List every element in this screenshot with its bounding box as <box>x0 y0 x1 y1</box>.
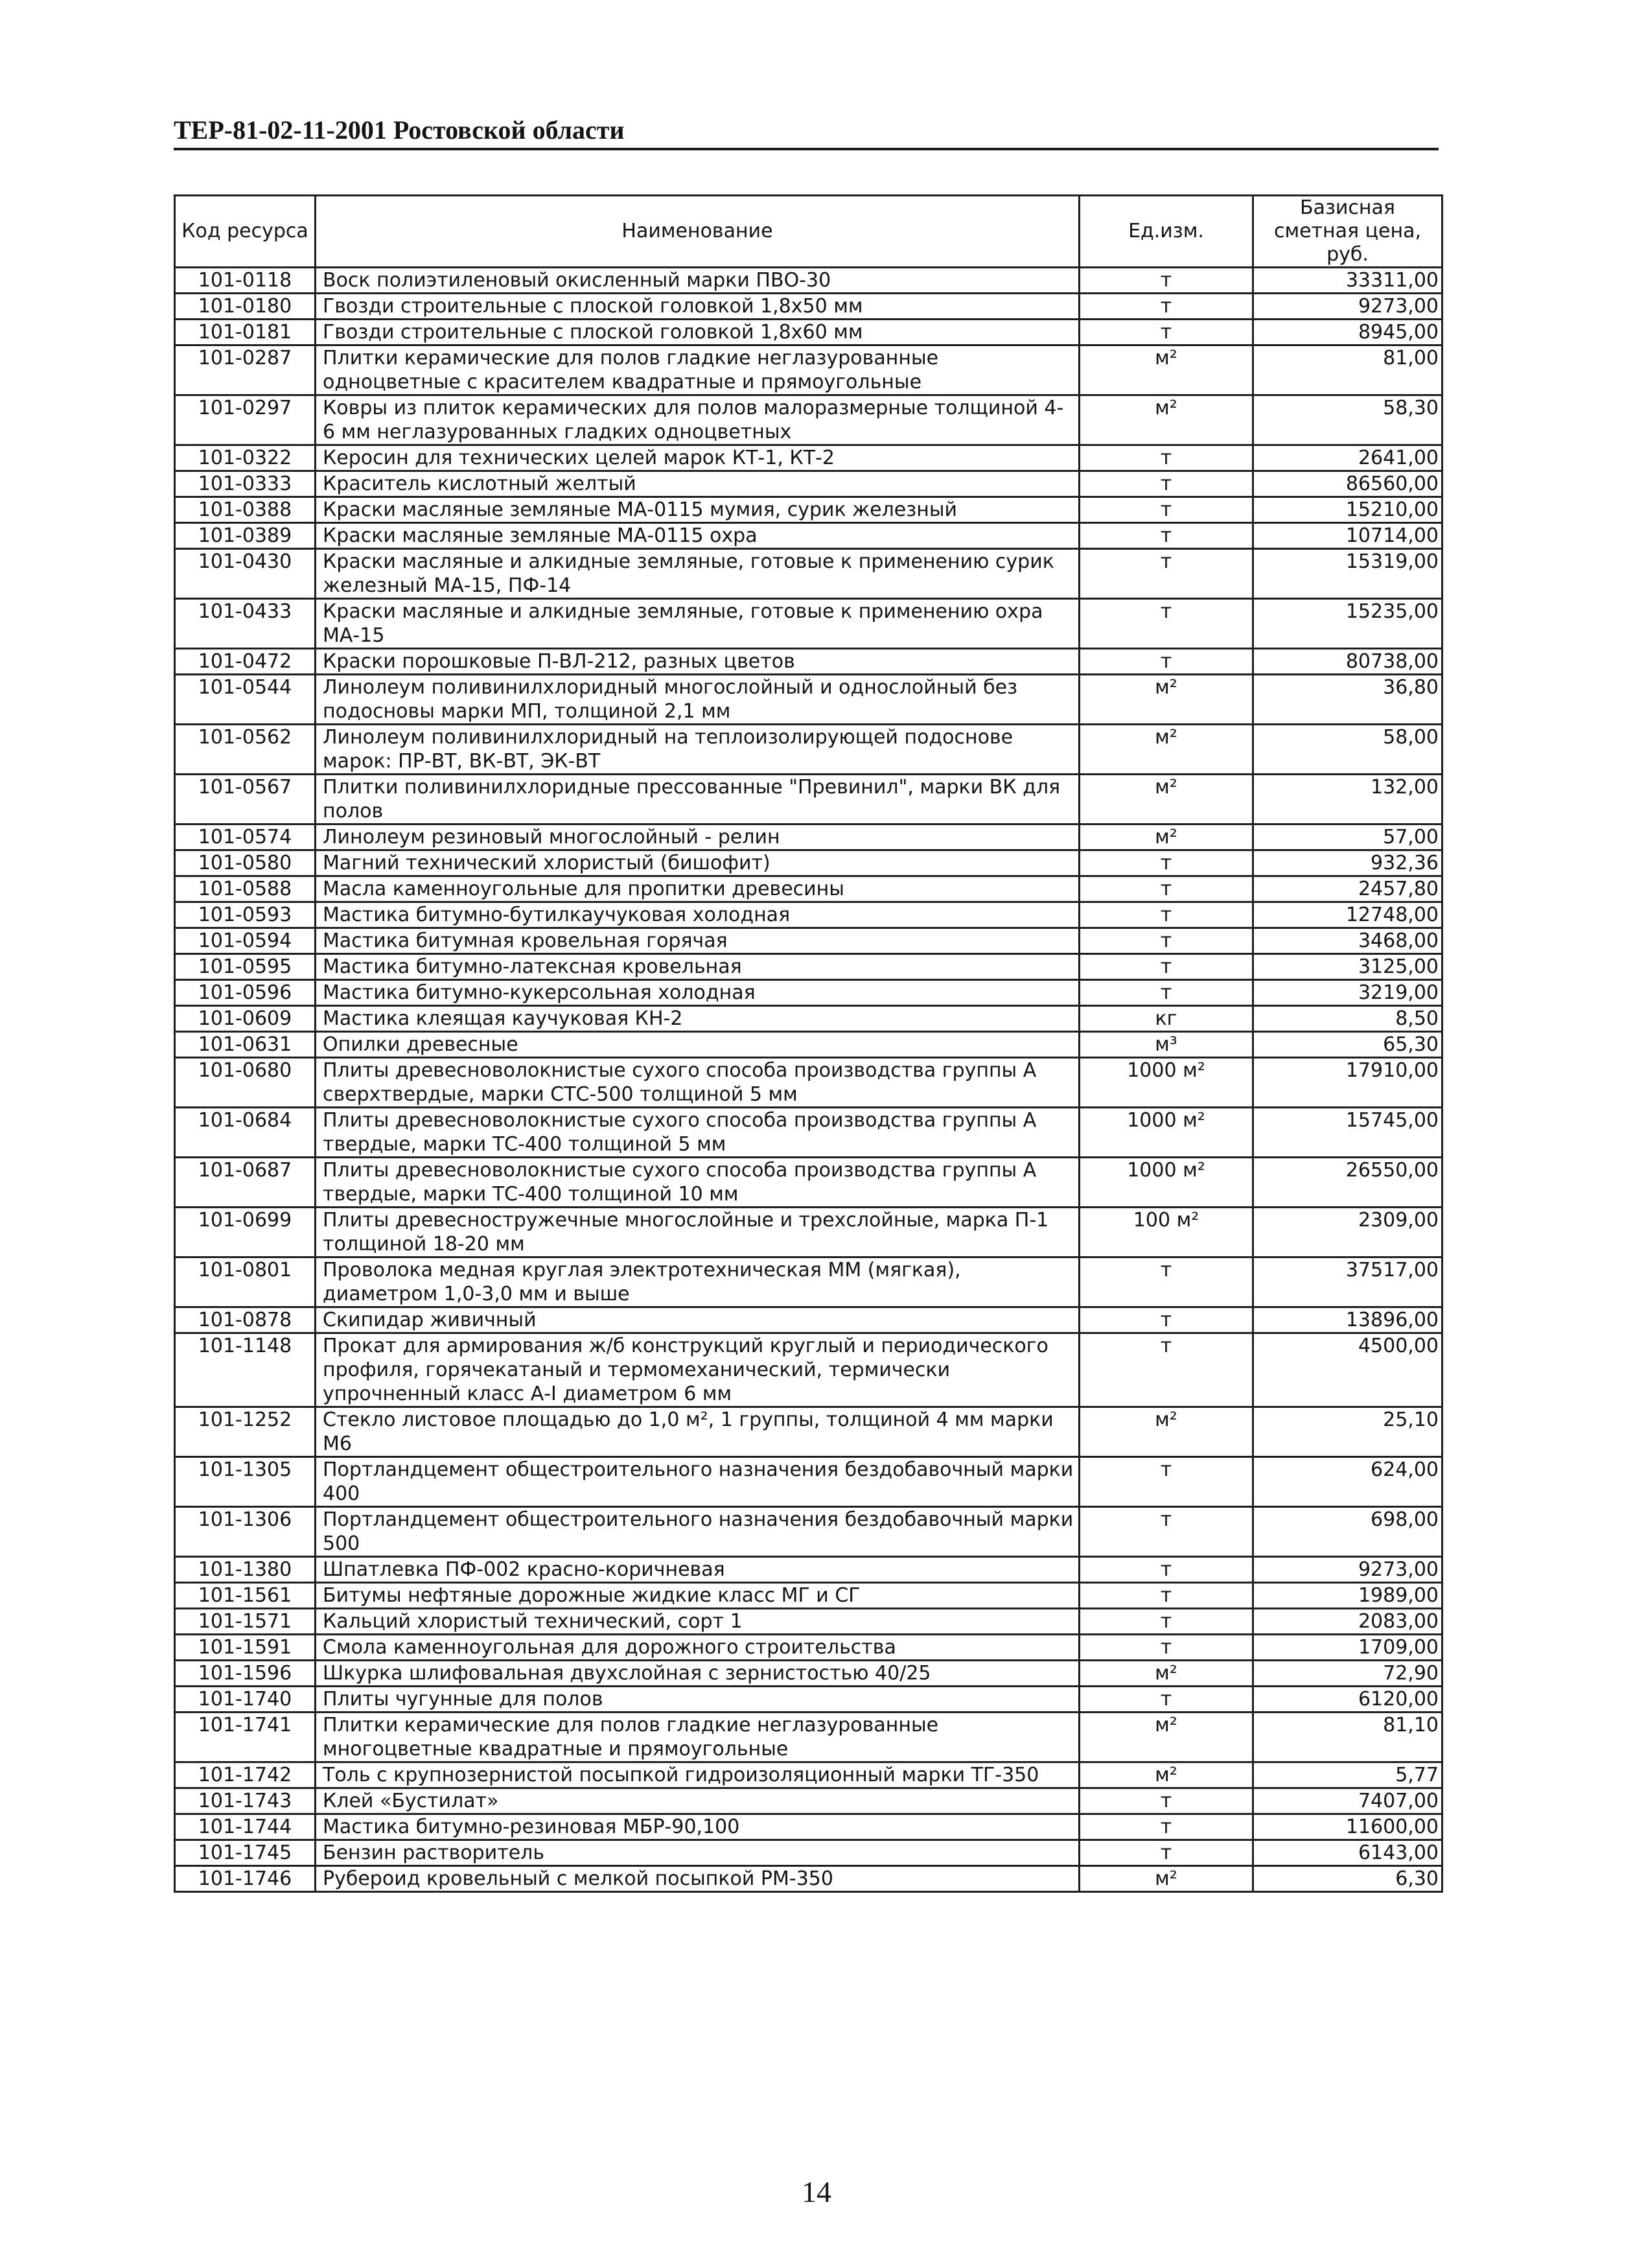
base-price: 1989,00 <box>1253 1583 1442 1609</box>
resource-name: Масла каменноугольные для пропитки древесины <box>316 876 1080 902</box>
base-price: 6,30 <box>1253 1866 1442 1892</box>
table-row <box>175 980 1442 1006</box>
unit-of-measure: т <box>1080 1840 1253 1866</box>
page-number: 14 <box>802 2175 831 2208</box>
resource-name: Воск полиэтиленовый окисленный марки ПВО-30 <box>316 268 1080 294</box>
base-price: 2641,00 <box>1253 445 1442 471</box>
resource-code: 101-1741 <box>175 1713 316 1762</box>
table-row <box>175 445 1442 471</box>
base-price: 12748,00 <box>1253 902 1442 928</box>
resource-name: Бензин растворитель <box>316 1840 1080 1866</box>
base-price: 624,00 <box>1253 1457 1442 1507</box>
resource-name: Линолеум поливинилхлоридный многослойный и однослойный без подосновы марки МП, толщиной 2,1 мм <box>316 675 1080 725</box>
resource-code: 101-0562 <box>175 725 316 775</box>
base-price: 37517,00 <box>1253 1257 1442 1307</box>
unit-of-measure: т <box>1080 1635 1253 1661</box>
resource-code: 101-0595 <box>175 954 316 980</box>
table-row <box>175 1687 1442 1713</box>
base-price: 65,30 <box>1253 1032 1442 1058</box>
unit-of-measure: т <box>1080 1609 1253 1635</box>
resource-code: 101-0389 <box>175 523 316 549</box>
unit-of-measure: т <box>1080 471 1253 497</box>
table-row <box>175 599 1442 649</box>
base-price: 3219,00 <box>1253 980 1442 1006</box>
resource-code: 101-0472 <box>175 649 316 675</box>
unit-of-measure: т <box>1080 649 1253 675</box>
base-price: 72,90 <box>1253 1661 1442 1687</box>
unit-of-measure: т <box>1080 268 1253 294</box>
resource-code: 101-0596 <box>175 980 316 1006</box>
table-row <box>175 1866 1442 1892</box>
resource-name: Плитки поливинилхлоридные прессованные "Превинил", марки ВК для полов <box>316 775 1080 824</box>
base-price: 57,00 <box>1253 824 1442 850</box>
unit-of-measure: м² <box>1080 725 1253 775</box>
resource-code: 101-0609 <box>175 1006 316 1032</box>
base-price: 33311,00 <box>1253 268 1442 294</box>
unit-of-measure: т <box>1080 902 1253 928</box>
column-header-unit: Ед.изм. <box>1080 196 1253 268</box>
table-row <box>175 876 1442 902</box>
resource-name: Мастика битумно-кукерсольная холодная <box>316 980 1080 1006</box>
unit-of-measure: т <box>1080 523 1253 549</box>
column-header-price: Базисная сметная цена, руб. <box>1253 196 1442 268</box>
base-price: 132,00 <box>1253 775 1442 824</box>
unit-of-measure: т <box>1080 294 1253 320</box>
resource-code: 101-1743 <box>175 1788 316 1814</box>
base-price: 26550,00 <box>1253 1158 1442 1208</box>
unit-of-measure: т <box>1080 928 1253 954</box>
resource-code: 101-1305 <box>175 1457 316 1507</box>
resource-name: Гвозди строительные с плоской головкой 1,8х50 мм <box>316 294 1080 320</box>
table-row <box>175 1208 1442 1257</box>
resource-name: Скипидар живичный <box>316 1307 1080 1333</box>
base-price: 81,00 <box>1253 345 1442 395</box>
unit-of-measure: т <box>1080 1457 1253 1507</box>
resource-code: 101-1306 <box>175 1507 316 1557</box>
resource-name: Мастика битумно-латексная кровельная <box>316 954 1080 980</box>
resource-name: Краски масляные и алкидные земляные, готовые к применению охра МА-15 <box>316 599 1080 649</box>
base-price: 25,10 <box>1253 1407 1442 1457</box>
resource-name: Плитки керамические для полов гладкие неглазурованные многоцветные квадратные и прямоугольные <box>316 1713 1080 1762</box>
resource-code: 101-0430 <box>175 549 316 599</box>
base-price: 6120,00 <box>1253 1687 1442 1713</box>
base-price: 36,80 <box>1253 675 1442 725</box>
table-row <box>175 1814 1442 1840</box>
table-row <box>175 954 1442 980</box>
base-price: 15235,00 <box>1253 599 1442 649</box>
resource-code: 101-0433 <box>175 599 316 649</box>
table-row <box>175 1058 1442 1108</box>
resource-name: Мастика клеящая каучуковая КН-2 <box>316 1006 1080 1032</box>
resource-code: 101-0687 <box>175 1158 316 1208</box>
resource-name: Шкурка шлифовальная двухслойная с зернистостью 40/25 <box>316 1661 1080 1687</box>
unit-of-measure: м² <box>1080 1713 1253 1762</box>
table-row <box>175 928 1442 954</box>
resource-name: Краситель кислотный желтый <box>316 471 1080 497</box>
table-row <box>175 1713 1442 1762</box>
resource-name: Проволока медная круглая электротехническая ММ (мягкая), диаметром 1,0-3,0 мм и выше <box>316 1257 1080 1307</box>
resource-code: 101-0118 <box>175 268 316 294</box>
resource-name: Гвозди строительные с плоской головкой 1,8х60 мм <box>316 320 1080 345</box>
table-row <box>175 1333 1442 1407</box>
resource-code: 101-0181 <box>175 320 316 345</box>
base-price: 698,00 <box>1253 1507 1442 1557</box>
resource-name: Ковры из плиток керамических для полов малоразмерные толщиной 4-6 мм неглазурованных гладких одноцветных <box>316 395 1080 445</box>
unit-of-measure: т <box>1080 850 1253 876</box>
unit-of-measure: т <box>1080 1814 1253 1840</box>
resource-name: Шпатлевка ПФ-002 красно-коричневая <box>316 1557 1080 1583</box>
resource-code: 101-1742 <box>175 1762 316 1788</box>
unit-of-measure: м² <box>1080 1866 1253 1892</box>
resource-code: 101-1252 <box>175 1407 316 1457</box>
resource-code: 101-1571 <box>175 1609 316 1635</box>
column-header-code: Код ресурса <box>175 196 316 268</box>
table-row <box>175 294 1442 320</box>
table-row <box>175 1661 1442 1687</box>
base-price: 11600,00 <box>1253 1814 1442 1840</box>
resource-code: 101-0684 <box>175 1108 316 1158</box>
unit-of-measure: 1000 м² <box>1080 1058 1253 1108</box>
resource-code: 101-0631 <box>175 1032 316 1058</box>
resource-code: 101-0544 <box>175 675 316 725</box>
unit-of-measure: т <box>1080 1583 1253 1609</box>
unit-of-measure: т <box>1080 497 1253 523</box>
table-row <box>175 1788 1442 1814</box>
resource-name: Краски масляные земляные МА-0115 охра <box>316 523 1080 549</box>
base-price: 8,50 <box>1253 1006 1442 1032</box>
unit-of-measure: т <box>1080 876 1253 902</box>
unit-of-measure: т <box>1080 1257 1253 1307</box>
unit-of-measure: м² <box>1080 775 1253 824</box>
resource-name: Портландцемент общестроительного назначения бездобавочный марки 500 <box>316 1507 1080 1557</box>
unit-of-measure: 1000 м² <box>1080 1108 1253 1158</box>
base-price: 4500,00 <box>1253 1333 1442 1407</box>
resource-code: 101-0580 <box>175 850 316 876</box>
resource-name: Портландцемент общестроительного назначения бездобавочный марки 400 <box>316 1457 1080 1507</box>
unit-of-measure: т <box>1080 1557 1253 1583</box>
resource-code: 101-1561 <box>175 1583 316 1609</box>
table-row <box>175 320 1442 345</box>
resource-code: 101-0388 <box>175 497 316 523</box>
resource-name: Прокат для армирования ж/б конструкций круглый и периодического профиля, горячекатаный и термомеханический, термически упрочненный класс А-I диаметром 6 мм <box>316 1333 1080 1407</box>
base-price: 15745,00 <box>1253 1108 1442 1158</box>
resource-code: 101-0588 <box>175 876 316 902</box>
table-row <box>175 523 1442 549</box>
resource-code: 101-1744 <box>175 1814 316 1840</box>
base-price: 3125,00 <box>1253 954 1442 980</box>
unit-of-measure: м² <box>1080 824 1253 850</box>
resource-name: Керосин для технических целей марок КТ-1, КТ-2 <box>316 445 1080 471</box>
base-price: 10714,00 <box>1253 523 1442 549</box>
unit-of-measure: м² <box>1080 675 1253 725</box>
table-row <box>175 649 1442 675</box>
resource-code: 101-0594 <box>175 928 316 954</box>
base-price: 58,30 <box>1253 395 1442 445</box>
unit-of-measure: т <box>1080 599 1253 649</box>
base-price: 2083,00 <box>1253 1609 1442 1635</box>
base-price: 6143,00 <box>1253 1840 1442 1866</box>
table-row <box>175 1609 1442 1635</box>
table-row <box>175 1457 1442 1507</box>
table-row <box>175 1006 1442 1032</box>
resource-code: 101-1740 <box>175 1687 316 1713</box>
resource-name: Стекло листовое площадью до 1,0 м², 1 группы, толщиной 4 мм марки М6 <box>316 1407 1080 1457</box>
resource-name: Битумы нефтяные дорожные жидкие класс МГ и СГ <box>316 1583 1080 1609</box>
table-row <box>175 1307 1442 1333</box>
unit-of-measure: т <box>1080 1507 1253 1557</box>
unit-of-measure: 1000 м² <box>1080 1158 1253 1208</box>
table-row <box>175 1257 1442 1307</box>
unit-of-measure: т <box>1080 980 1253 1006</box>
unit-of-measure: т <box>1080 1687 1253 1713</box>
unit-of-measure: т <box>1080 320 1253 345</box>
table-row <box>175 1407 1442 1457</box>
resource-code: 101-0878 <box>175 1307 316 1333</box>
table-row <box>175 824 1442 850</box>
resource-code: 101-0574 <box>175 824 316 850</box>
table-row <box>175 497 1442 523</box>
resource-name: Мастика битумно-бутилкаучуковая холодная <box>316 902 1080 928</box>
resource-name: Краски порошковые П-ВЛ-212, разных цветов <box>316 649 1080 675</box>
unit-of-measure: т <box>1080 954 1253 980</box>
base-price: 15210,00 <box>1253 497 1442 523</box>
base-price: 2309,00 <box>1253 1208 1442 1257</box>
unit-of-measure: т <box>1080 445 1253 471</box>
resource-name: Смола каменноугольная для дорожного строительства <box>316 1635 1080 1661</box>
table-row <box>175 1762 1442 1788</box>
table-row <box>175 775 1442 824</box>
table-row <box>175 1507 1442 1557</box>
table-row <box>175 1583 1442 1609</box>
resource-name: Клей «Бустилат» <box>316 1788 1080 1814</box>
resource-name: Плиты древесностружечные многослойные и трехслойные, марка П-1 толщиной 18-20 мм <box>316 1208 1080 1257</box>
resource-code: 101-0593 <box>175 902 316 928</box>
page-header <box>174 115 1439 150</box>
base-price: 9273,00 <box>1253 1557 1442 1583</box>
table-row <box>175 268 1442 294</box>
unit-of-measure: м² <box>1080 395 1253 445</box>
table-row <box>175 902 1442 928</box>
base-price: 5,77 <box>1253 1762 1442 1788</box>
resource-name: Плиты древесноволокнистые сухого способа производства группы А сверхтвердые, марки СТС-500 толщиной 5 мм <box>316 1058 1080 1108</box>
table-row <box>175 1840 1442 1866</box>
resource-code: 101-1591 <box>175 1635 316 1661</box>
base-price: 86560,00 <box>1253 471 1442 497</box>
base-price: 932,36 <box>1253 850 1442 876</box>
base-price: 15319,00 <box>1253 549 1442 599</box>
table-row <box>175 1158 1442 1208</box>
resource-name: Магний технический хлористый (бишофит) <box>316 850 1080 876</box>
base-price: 7407,00 <box>1253 1788 1442 1814</box>
unit-of-measure: т <box>1080 1307 1253 1333</box>
table-row <box>175 471 1442 497</box>
unit-of-measure: м³ <box>1080 1032 1253 1058</box>
resource-code: 101-0180 <box>175 294 316 320</box>
resource-name: Линолеум резиновый многослойный - релин <box>316 824 1080 850</box>
table-row <box>175 850 1442 876</box>
base-price: 80738,00 <box>1253 649 1442 675</box>
resource-code: 101-0333 <box>175 471 316 497</box>
table-row <box>175 1108 1442 1158</box>
resource-code: 101-1746 <box>175 1866 316 1892</box>
resource-code: 101-0801 <box>175 1257 316 1307</box>
unit-of-measure: т <box>1080 549 1253 599</box>
resource-name: Краски масляные земляные МА-0115 мумия, сурик железный <box>316 497 1080 523</box>
table-row <box>175 725 1442 775</box>
resource-name: Плиты чугунные для полов <box>316 1687 1080 1713</box>
unit-of-measure: кг <box>1080 1006 1253 1032</box>
base-price: 13896,00 <box>1253 1307 1442 1333</box>
base-price: 17910,00 <box>1253 1058 1442 1108</box>
table-row <box>175 1557 1442 1583</box>
resource-name: Опилки древесные <box>316 1032 1080 1058</box>
resource-code: 101-1380 <box>175 1557 316 1583</box>
resource-code: 101-1596 <box>175 1661 316 1687</box>
table-row <box>175 1635 1442 1661</box>
resource-name: Плиты древесноволокнистые сухого способа производства группы А твердые, марки ТС-400 толщиной 5 мм <box>316 1108 1080 1158</box>
resource-code: 101-0287 <box>175 345 316 395</box>
resource-code: 101-0297 <box>175 395 316 445</box>
resource-name: Линолеум поливинилхлоридный на теплоизолирующей подоснове марок: ПР-ВТ, ВК-ВТ, ЭК-ВТ <box>316 725 1080 775</box>
base-price: 3468,00 <box>1253 928 1442 954</box>
document-title: ТЕР-81-02-11-2001 Ростовской области <box>174 115 625 145</box>
table-row <box>175 395 1442 445</box>
resource-code: 101-0680 <box>175 1058 316 1108</box>
table-row <box>175 345 1442 395</box>
base-price: 58,00 <box>1253 725 1442 775</box>
resource-name: Толь с крупнозернистой посыпкой гидроизоляционный марки ТГ-350 <box>316 1762 1080 1788</box>
resource-code: 101-0567 <box>175 775 316 824</box>
resource-name: Краски масляные и алкидные земляные, готовые к применению сурик железный МА-15, ПФ-14 <box>316 549 1080 599</box>
base-price: 81,10 <box>1253 1713 1442 1762</box>
unit-of-measure: м² <box>1080 1407 1253 1457</box>
unit-of-measure: т <box>1080 1788 1253 1814</box>
base-price: 2457,80 <box>1253 876 1442 902</box>
table-body <box>175 268 1442 1892</box>
resource-code: 101-1148 <box>175 1333 316 1407</box>
base-price: 8945,00 <box>1253 320 1442 345</box>
unit-of-measure: м² <box>1080 1762 1253 1788</box>
unit-of-measure: т <box>1080 1333 1253 1407</box>
unit-of-measure: м² <box>1080 1661 1253 1687</box>
resource-code: 101-0699 <box>175 1208 316 1257</box>
base-price: 9273,00 <box>1253 294 1442 320</box>
resource-code: 101-0322 <box>175 445 316 471</box>
resource-name: Мастика битумная кровельная горячая <box>316 928 1080 954</box>
column-header-name: Наименование <box>316 196 1080 268</box>
resource-name: Кальций хлористый технический, сорт 1 <box>316 1609 1080 1635</box>
unit-of-measure: 100 м² <box>1080 1208 1253 1257</box>
table-header-row <box>175 196 1442 268</box>
resource-name: Мастика битумно-резиновая МБР-90,100 <box>316 1814 1080 1840</box>
resource-price-table <box>174 194 1441 1893</box>
table-row <box>175 549 1442 599</box>
resource-code: 101-1745 <box>175 1840 316 1866</box>
resource-name: Плитки керамические для полов гладкие неглазурованные одноцветные с красителем квадратные и прямоугольные <box>316 345 1080 395</box>
resource-name: Плиты древесноволокнистые сухого способа производства группы А твердые, марки ТС-400 толщиной 10 мм <box>316 1158 1080 1208</box>
table-row <box>175 675 1442 725</box>
resource-name: Рубероид кровельный с мелкой посыпкой РМ-350 <box>316 1866 1080 1892</box>
table-row <box>175 1032 1442 1058</box>
base-price: 1709,00 <box>1253 1635 1442 1661</box>
unit-of-measure: м² <box>1080 345 1253 395</box>
